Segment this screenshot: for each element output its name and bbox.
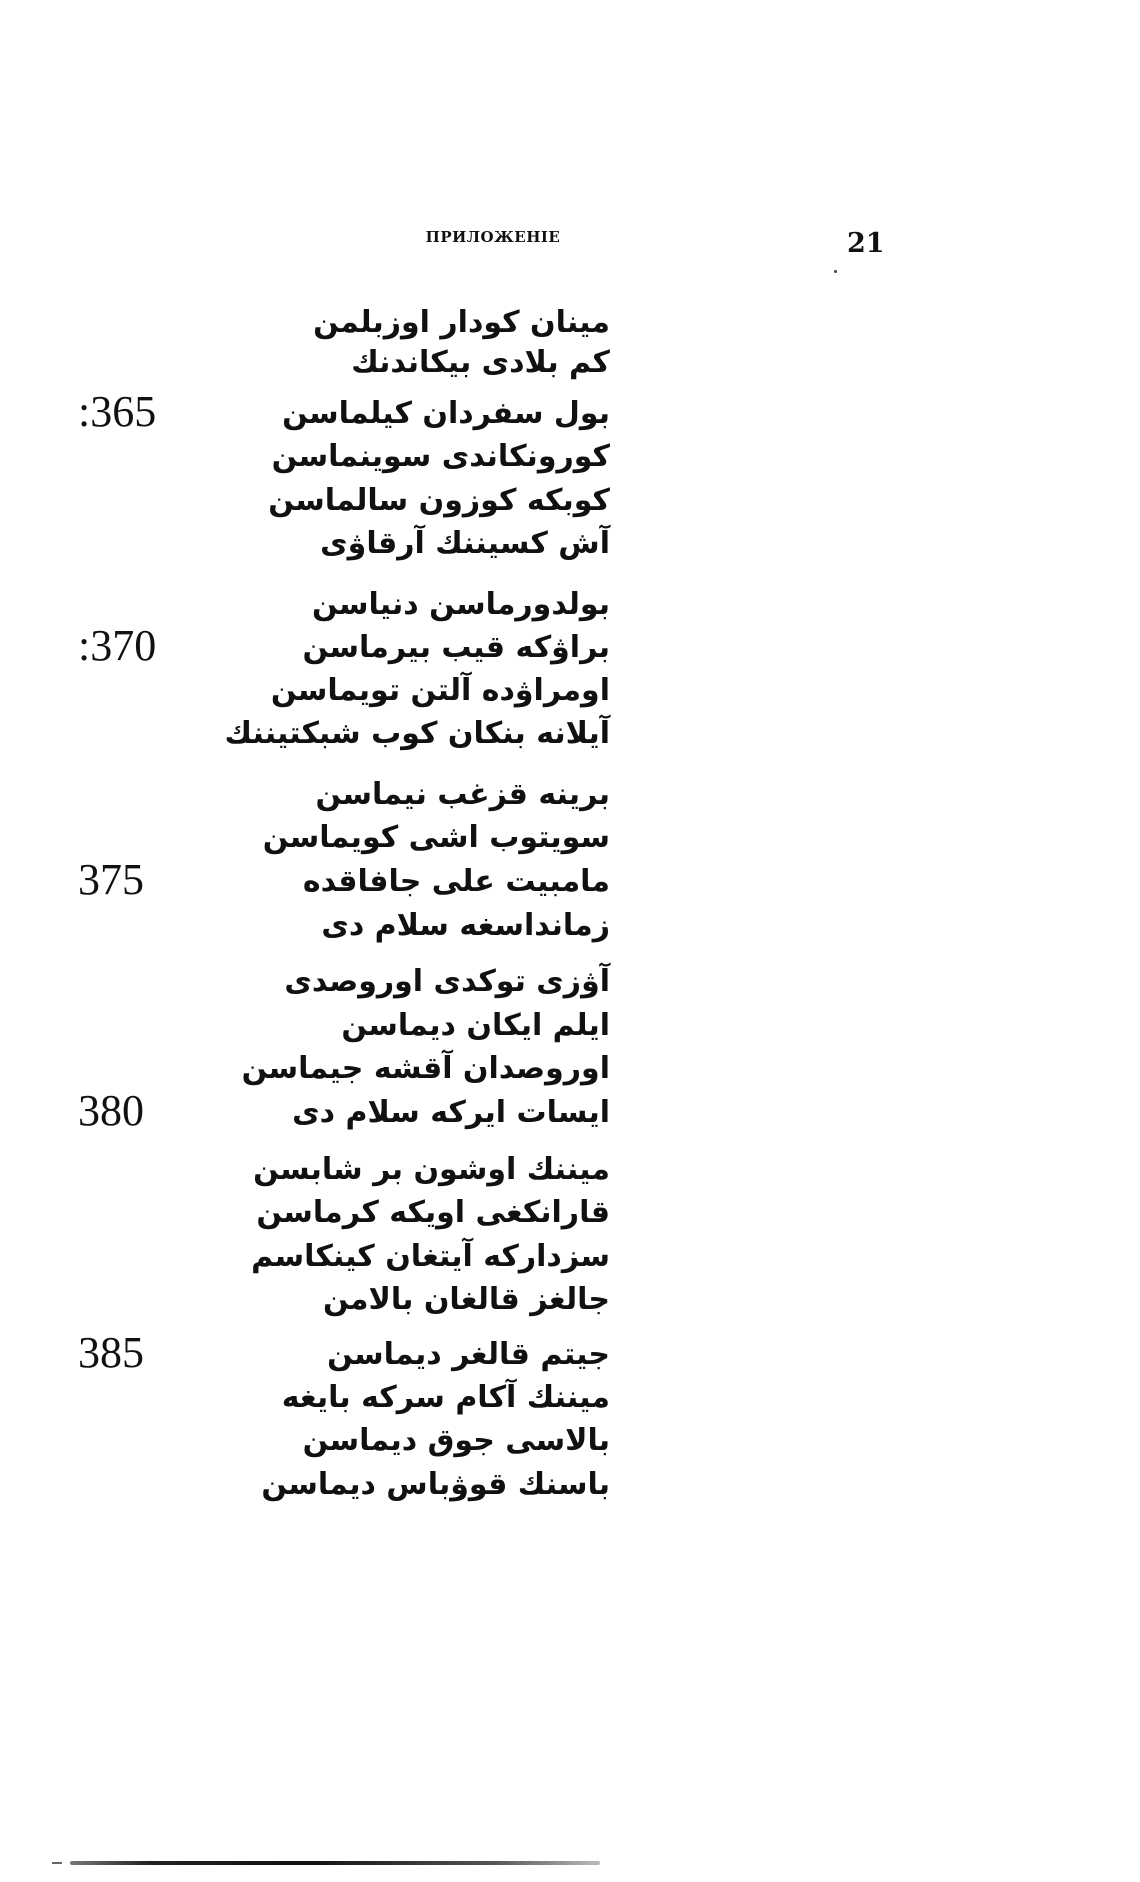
verse-line-3: بول سفردان کیلماسن xyxy=(282,396,610,431)
bottom-rule xyxy=(70,1861,600,1865)
verse-line-24: میننك آکام سرکه بایغه xyxy=(281,1380,610,1415)
verse-line-19: میننك اوشون بر شابسن xyxy=(253,1152,610,1187)
verse-line-22: جالغز قالغان بالامن xyxy=(322,1282,610,1317)
page-number: 21 xyxy=(847,228,885,259)
verse-line-1: مینان کودار اوزبلمن xyxy=(313,305,610,340)
verse-line-6: آش کسیننك آرقاۋی xyxy=(320,526,610,561)
line-number-380: 380 xyxy=(78,1086,144,1135)
bottom-rule-tick xyxy=(52,1862,62,1864)
verse-line-11: برینه قزغب نیماسن xyxy=(315,777,610,812)
verse-line-16: ایلم ایکان دیماسن xyxy=(341,1008,610,1043)
line-number-370: :370 xyxy=(78,621,157,670)
verse-line-25: بالاسی جوق دیماسن xyxy=(302,1423,610,1458)
verse-line-10: آیلانه بنکان کوب شبکتیننك xyxy=(224,716,610,751)
verse-line-4: کورونکاندی سوینماسن xyxy=(271,439,610,474)
verse-line-8: براۋکه قیب بیرماسن xyxy=(302,630,610,665)
verse-line-15: آۋزی توکدی اوروصدی xyxy=(284,964,610,999)
verse-line-26: باسنك قوۋباس دیماسن xyxy=(261,1467,610,1502)
verse-line-23: جیتم قالغر دیماسن xyxy=(327,1337,610,1372)
verse-line-2: کم بلادی بیکاندنك xyxy=(351,345,610,380)
line-number-385: 385 xyxy=(78,1328,144,1377)
line-number-365: :365 xyxy=(78,387,157,436)
verse-line-17: اوروصدان آقشه جیماسن xyxy=(241,1051,610,1086)
verse-line-21: سزدارکه آیتغان کینکاسم xyxy=(251,1239,610,1274)
verse-line-13: مامبیت علی جافاقده xyxy=(302,864,610,899)
running-title: ПРИЛОЖЕНІЕ xyxy=(425,228,561,246)
verse-line-18: ایسات ایرکه سلام دی xyxy=(292,1095,610,1130)
verse-line-5: کوبکه کوزون سالماسن xyxy=(268,483,610,518)
verse-line-14: زمانداسغه سلام دی xyxy=(321,908,610,943)
line-number-375: 375 xyxy=(78,855,144,904)
verse-line-7: بولدورماسن دنیاسن xyxy=(311,587,610,622)
print-speck xyxy=(834,270,837,273)
verse-line-9: اومراۋده آلتن تویماسن xyxy=(270,673,610,708)
verse-line-20: قارانکغی اویکه کرماسن xyxy=(256,1195,610,1230)
verse-line-12: سویتوب اشی کویماسن xyxy=(262,820,610,855)
